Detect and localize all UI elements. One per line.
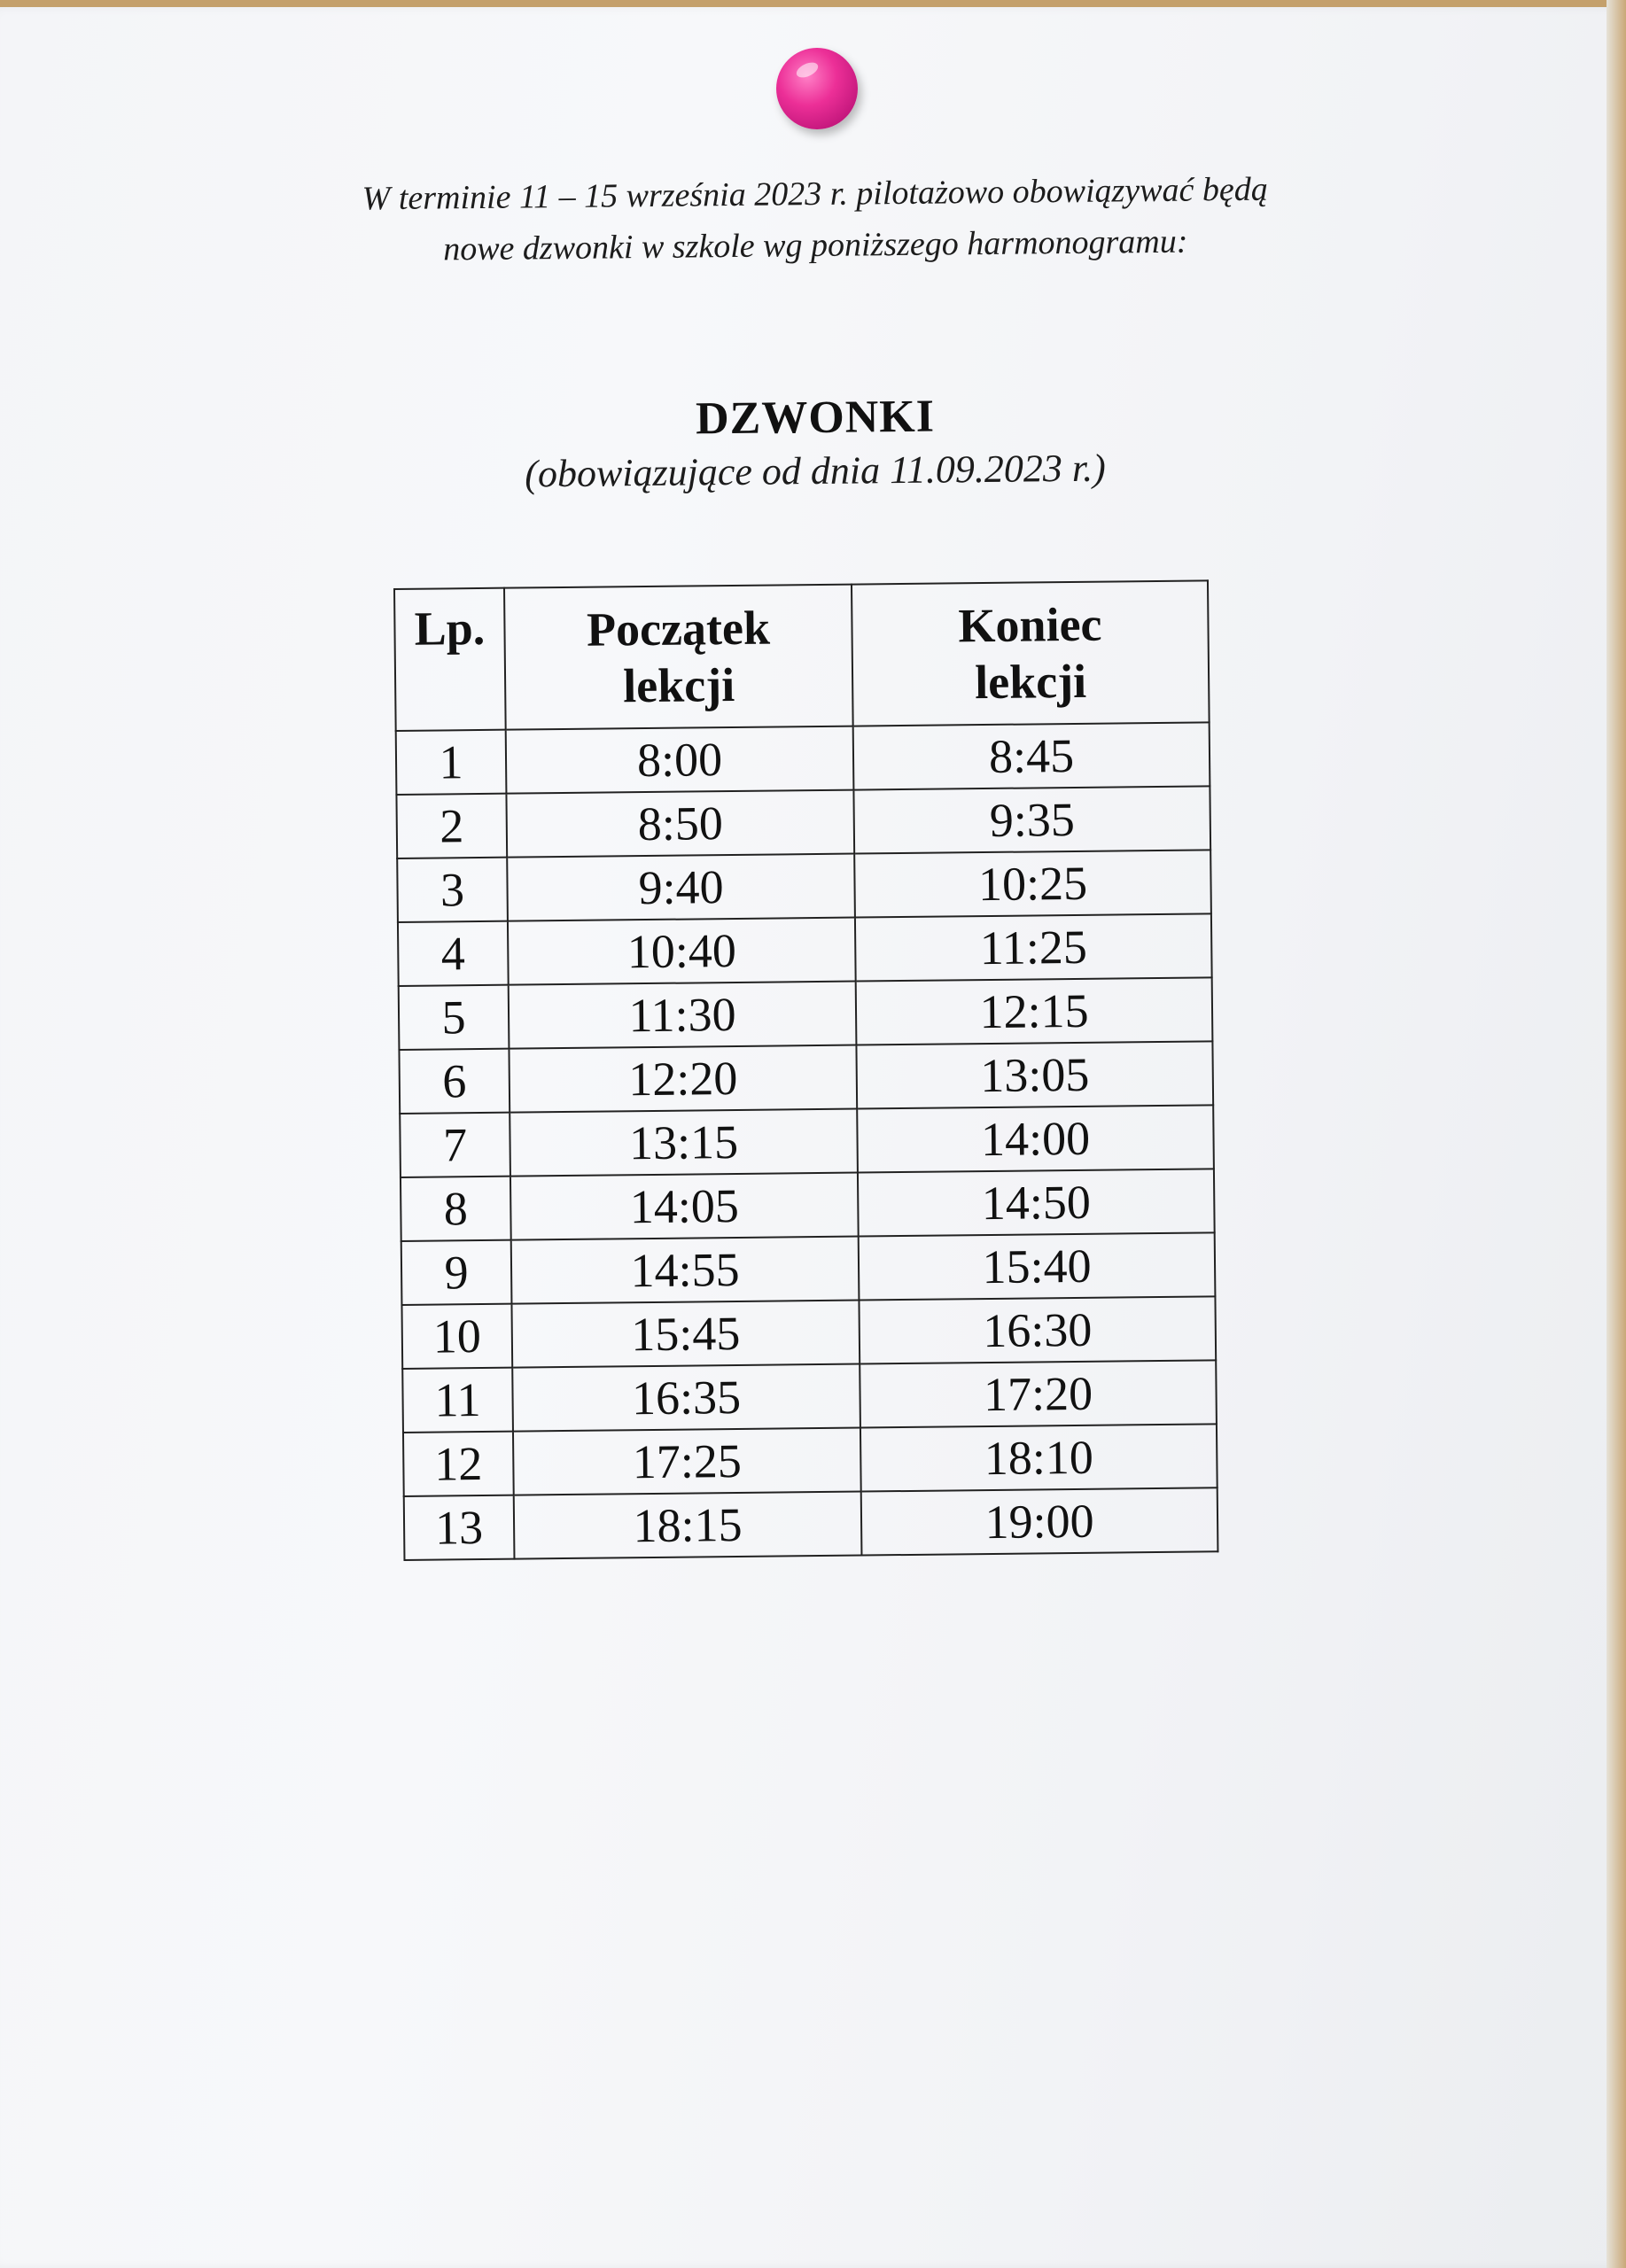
table-row: [397, 850, 1211, 922]
table-row: [401, 1169, 1215, 1241]
table-row: [396, 786, 1210, 858]
intro-line-2: nowe dzwonki w szkole wg poniższego harmonogramu:: [442, 222, 1188, 268]
lesson-end-cell: 9:35: [853, 786, 1210, 853]
corkboard-edge: [1607, 0, 1626, 2268]
lesson-end-cell: 18:10: [860, 1424, 1218, 1491]
lesson-start-cell: 13:15: [510, 1109, 858, 1177]
table-row: [396, 722, 1210, 795]
lesson-end-cell: 17:20: [860, 1360, 1217, 1427]
header-end: [852, 580, 1210, 726]
lesson-number-cell: 10: [401, 1304, 512, 1369]
lesson-number-cell: 8: [401, 1177, 511, 1241]
table-row: [401, 1232, 1216, 1305]
table-row: [404, 1487, 1218, 1560]
lesson-end-cell: 8:45: [853, 722, 1210, 789]
table-header-row: [394, 580, 1210, 731]
lesson-number-cell: 6: [399, 1049, 510, 1114]
lesson-number-cell: 13: [404, 1495, 515, 1560]
bell-schedule-table: [393, 579, 1218, 1561]
lesson-end-cell: 19:00: [861, 1487, 1218, 1555]
lesson-start-cell: 10:40: [508, 918, 856, 985]
lesson-number-cell: 4: [398, 921, 509, 986]
header-end-line-2: lekcji: [974, 654, 1087, 710]
lesson-end-cell: 16:30: [859, 1296, 1216, 1363]
table-row: [403, 1424, 1218, 1496]
lesson-start-cell: 9:40: [507, 854, 855, 921]
header-start-line-1: Początek: [586, 601, 771, 656]
lesson-end-cell: 10:25: [854, 850, 1211, 917]
lesson-number-cell: 12: [403, 1432, 514, 1496]
lesson-number-cell: 7: [400, 1113, 510, 1177]
lesson-start-cell: 14:05: [510, 1173, 859, 1240]
table-body: [396, 722, 1218, 1560]
header-start: [504, 585, 853, 730]
header-lp: [394, 588, 506, 731]
lesson-number-cell: 5: [399, 985, 510, 1050]
header-start-line-2: lekcji: [622, 657, 735, 713]
lesson-end-cell: 14:50: [858, 1169, 1215, 1236]
lesson-number-cell: 3: [397, 858, 508, 922]
intro-text: [265, 163, 1365, 277]
lesson-start-cell: 12:20: [509, 1045, 857, 1113]
table-row: [398, 913, 1212, 986]
lesson-start-cell: 18:15: [514, 1492, 862, 1559]
lesson-number-cell: 11: [402, 1368, 513, 1433]
table-row: [402, 1360, 1217, 1433]
lesson-start-cell: 15:45: [511, 1301, 860, 1368]
header-lp-label: Lp.: [414, 601, 486, 656]
table-row: [399, 1041, 1213, 1114]
table-row: [399, 977, 1213, 1050]
lesson-start-cell: 14:55: [511, 1237, 860, 1304]
schedule-table-container: [393, 579, 1218, 1561]
table-row: [400, 1105, 1214, 1177]
lesson-end-cell: 11:25: [855, 913, 1212, 981]
lesson-number-cell: 9: [401, 1240, 512, 1305]
lesson-start-cell: 8:50: [506, 790, 854, 858]
table-row: [401, 1296, 1216, 1369]
header-end-line-1: Koniec: [958, 597, 1102, 653]
lesson-end-cell: 13:05: [856, 1041, 1213, 1108]
lesson-end-cell: 14:00: [857, 1105, 1214, 1172]
lesson-start-cell: 11:30: [509, 982, 857, 1049]
pin-highlight: [794, 59, 820, 81]
lesson-start-cell: 17:25: [513, 1428, 861, 1495]
lesson-start-cell: 16:35: [512, 1364, 860, 1432]
page-subtitle: (obowiązujące od dnia 11.09.2023 r.): [525, 446, 1106, 496]
intro-line-1: W terminie 11 – 15 września 2023 r. pilotażowo obowiązywać będą: [362, 170, 1268, 218]
lesson-end-cell: 12:15: [856, 977, 1213, 1045]
lesson-end-cell: 15:40: [859, 1232, 1216, 1300]
lesson-number-cell: 2: [396, 794, 507, 858]
lesson-number-cell: 1: [396, 730, 507, 795]
page-title: DZWONKI: [695, 391, 936, 445]
push-pin-icon: [776, 48, 858, 129]
lesson-start-cell: 8:00: [506, 726, 854, 794]
